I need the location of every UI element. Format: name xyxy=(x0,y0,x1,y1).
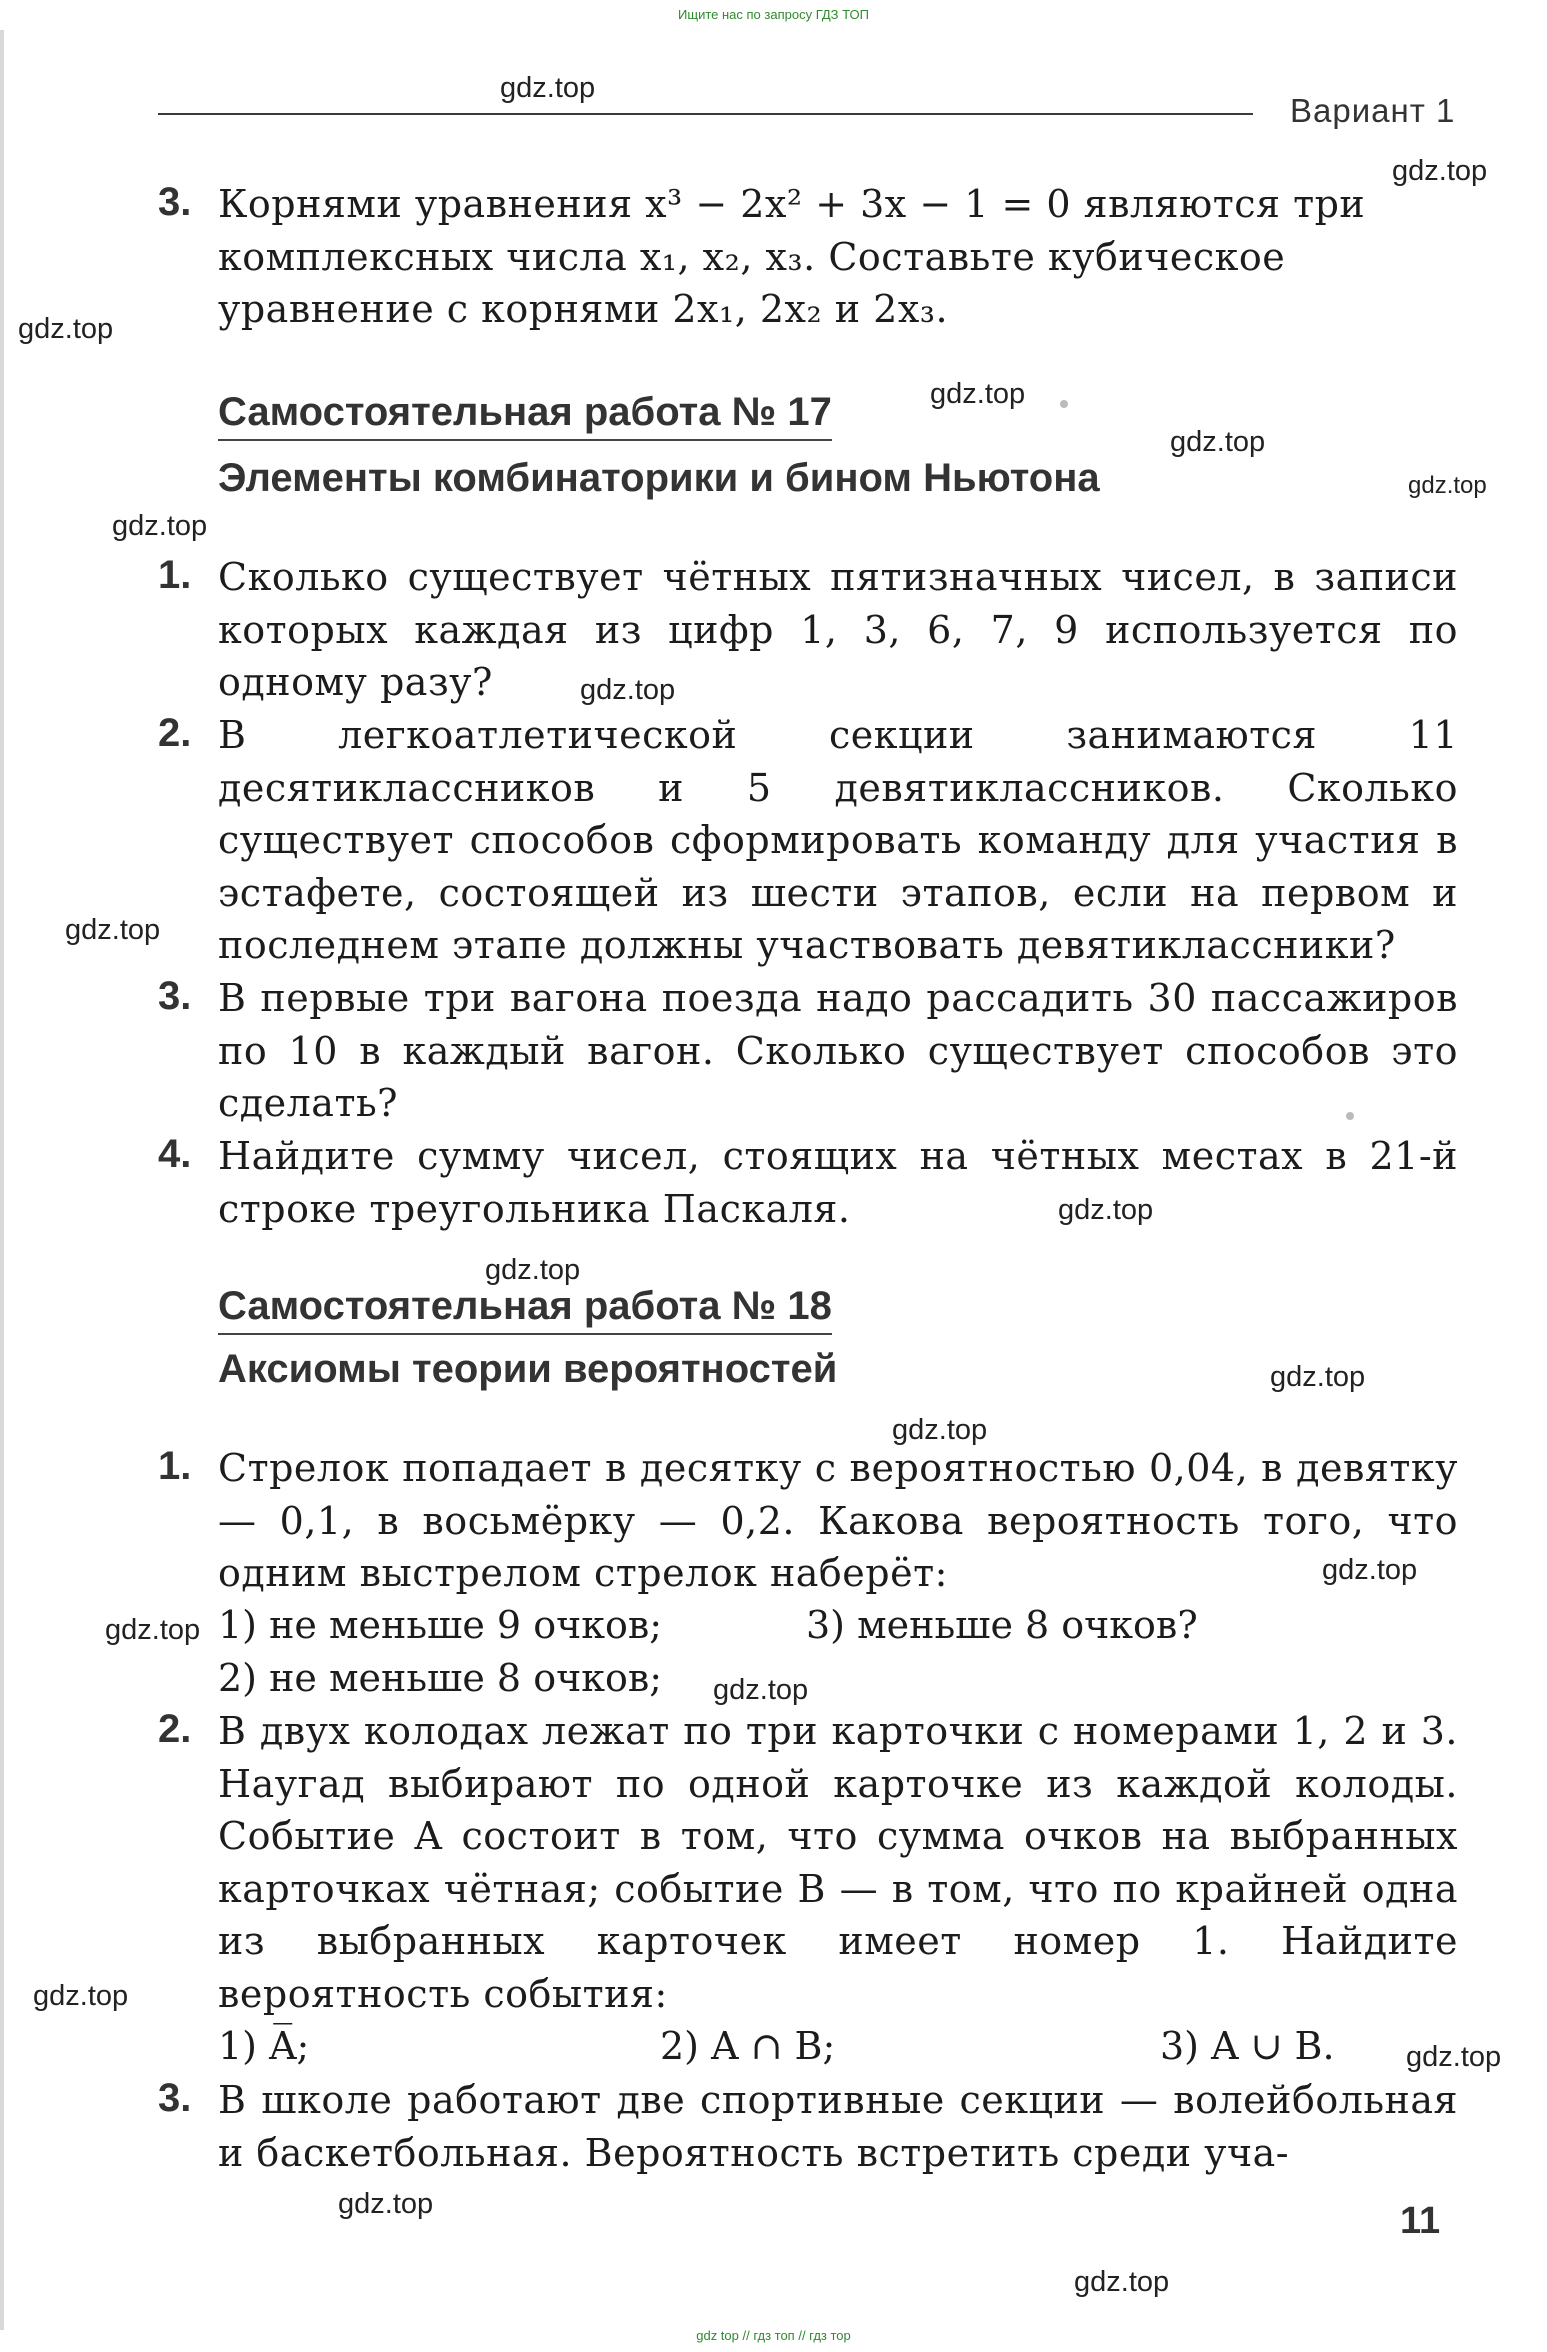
watermark: gdz.top xyxy=(1408,472,1487,499)
problem-text: В легкоатлетической секции занимаются 11 десятиклассников и 5 девятиклассников. Сколько существует способов сформировать команду для участия в эстафете, состоящей из шести этапов, если на первом и последнем этапе должны участвовать девятиклассники? xyxy=(218,713,1458,967)
problem-text: Стрелок попадает в десятку с вероятностью 0,04, в девятку — 0,1, в восьмёрку — 0,2. Какова вероятность того, что одним выстрелом стрелок наберёт: xyxy=(218,1446,1458,1595)
bottom-banner: gdz top // гдз топ // гдз тор xyxy=(696,2328,851,2343)
answer-options xyxy=(218,1652,662,1705)
watermark: gdz.top xyxy=(930,378,1026,410)
watermark: gdz.top xyxy=(33,1980,129,2012)
problem-number: 2. xyxy=(158,711,192,755)
scan-speck xyxy=(1346,1112,1354,1120)
problem-number: 1. xyxy=(158,553,192,597)
answer-options xyxy=(218,2020,1335,2073)
page-number: 11 xyxy=(1400,2200,1441,2242)
watermark: gdz.top xyxy=(500,72,596,104)
option: 2) не меньше 8 очков; xyxy=(218,1656,663,1700)
watermark: gdz.top xyxy=(65,914,161,946)
problem-text: В двух колодах лежат по три карточки с номерами 1, 2 и 3. Наугад выбирают по одной карточке из каждой колоды. Событие A состоит в том, что сумма очков на выбранных карточках чётная; событие B — в том, что по крайней одна из выбранных карточек имеет номер 1. Найдите вероятность события: xyxy=(218,1709,1458,2016)
watermark: gdz.top xyxy=(1270,1361,1366,1393)
answer-options xyxy=(218,1599,1198,1652)
page-edge xyxy=(0,30,4,2330)
watermark: gdz.top xyxy=(1074,2266,1170,2298)
variant-label: Вариант 1 xyxy=(1290,92,1456,129)
option: 3) A ∪ B. xyxy=(1160,2024,1335,2068)
top-banner: Ищите нас по запросу ГДЗ ТОП xyxy=(678,7,869,22)
problem-number: 2. xyxy=(158,1707,192,1751)
option: 3) меньше 8 очков? xyxy=(806,1603,1198,1647)
text-line: Корнями уравнения x³ − 2x² + 3x − 1 = 0 являются три xyxy=(218,182,1366,226)
section-17-title: Самостоятельная работа № 17 xyxy=(218,390,832,441)
watermark: gdz.top xyxy=(1058,1194,1154,1226)
problem-text: В школе работают две спортивные секции — волейбольная и баскетбольная. Вероятность встретить среди уча- xyxy=(218,2078,1458,2175)
text-line: уравнение с корнями 2x₁, 2x₂ и 2x₃. xyxy=(218,287,949,331)
problem-number: 3. xyxy=(158,974,192,1018)
problem-text: Найдите сумму чисел, стоящих на чётных местах в 21-й строке треугольника Паскаля. xyxy=(218,1134,1458,1231)
watermark: gdz.top xyxy=(1392,155,1488,187)
option: 1) не меньше 9 очков; xyxy=(218,1603,663,1647)
problem-text: Сколько существует чётных пятизначных чисел, в записи которых каждая из цифр 1, 3, 6, 7, 9 используется по одному разу? xyxy=(218,555,1458,704)
problem-number: 3. xyxy=(158,180,192,224)
section-18-subtitle: Аксиомы теории вероятностей xyxy=(218,1347,838,1391)
watermark: gdz.top xyxy=(18,313,114,345)
option: 1) A̅; xyxy=(218,2024,310,2068)
watermark: gdz.top xyxy=(112,510,208,542)
watermark: gdz.top xyxy=(485,1254,581,1286)
problem-number: 3. xyxy=(158,2076,192,2120)
watermark: gdz.top xyxy=(1322,1554,1418,1586)
watermark: gdz.top xyxy=(713,1674,809,1706)
section-17-subtitle: Элементы комбинаторики и бином Ньютона xyxy=(218,456,1100,500)
header-rule xyxy=(158,113,1253,115)
option: 2) A ∩ B; xyxy=(660,2024,836,2068)
watermark: gdz.top xyxy=(580,674,676,706)
watermark: gdz.top xyxy=(338,2188,434,2220)
watermark: gdz.top xyxy=(1170,426,1266,458)
watermark: gdz.top xyxy=(1406,2041,1502,2073)
problem-text: В первые три вагона поезда надо рассадить 30 пассажиров по 10 в каждый вагон. Сколько существует способов это сделать? xyxy=(218,976,1458,1125)
watermark: gdz.top xyxy=(892,1414,988,1446)
scan-speck xyxy=(1060,400,1068,408)
problem-number: 4. xyxy=(158,1132,192,1176)
problem-number: 1. xyxy=(158,1444,192,1488)
watermark: gdz.top xyxy=(105,1614,201,1646)
intro-problem-text xyxy=(218,178,1458,336)
text-line: комплексных числа x₁, x₂, x₃. Составьте кубическое xyxy=(218,234,1286,279)
section-18-title: Самостоятельная работа № 18 xyxy=(218,1284,832,1335)
